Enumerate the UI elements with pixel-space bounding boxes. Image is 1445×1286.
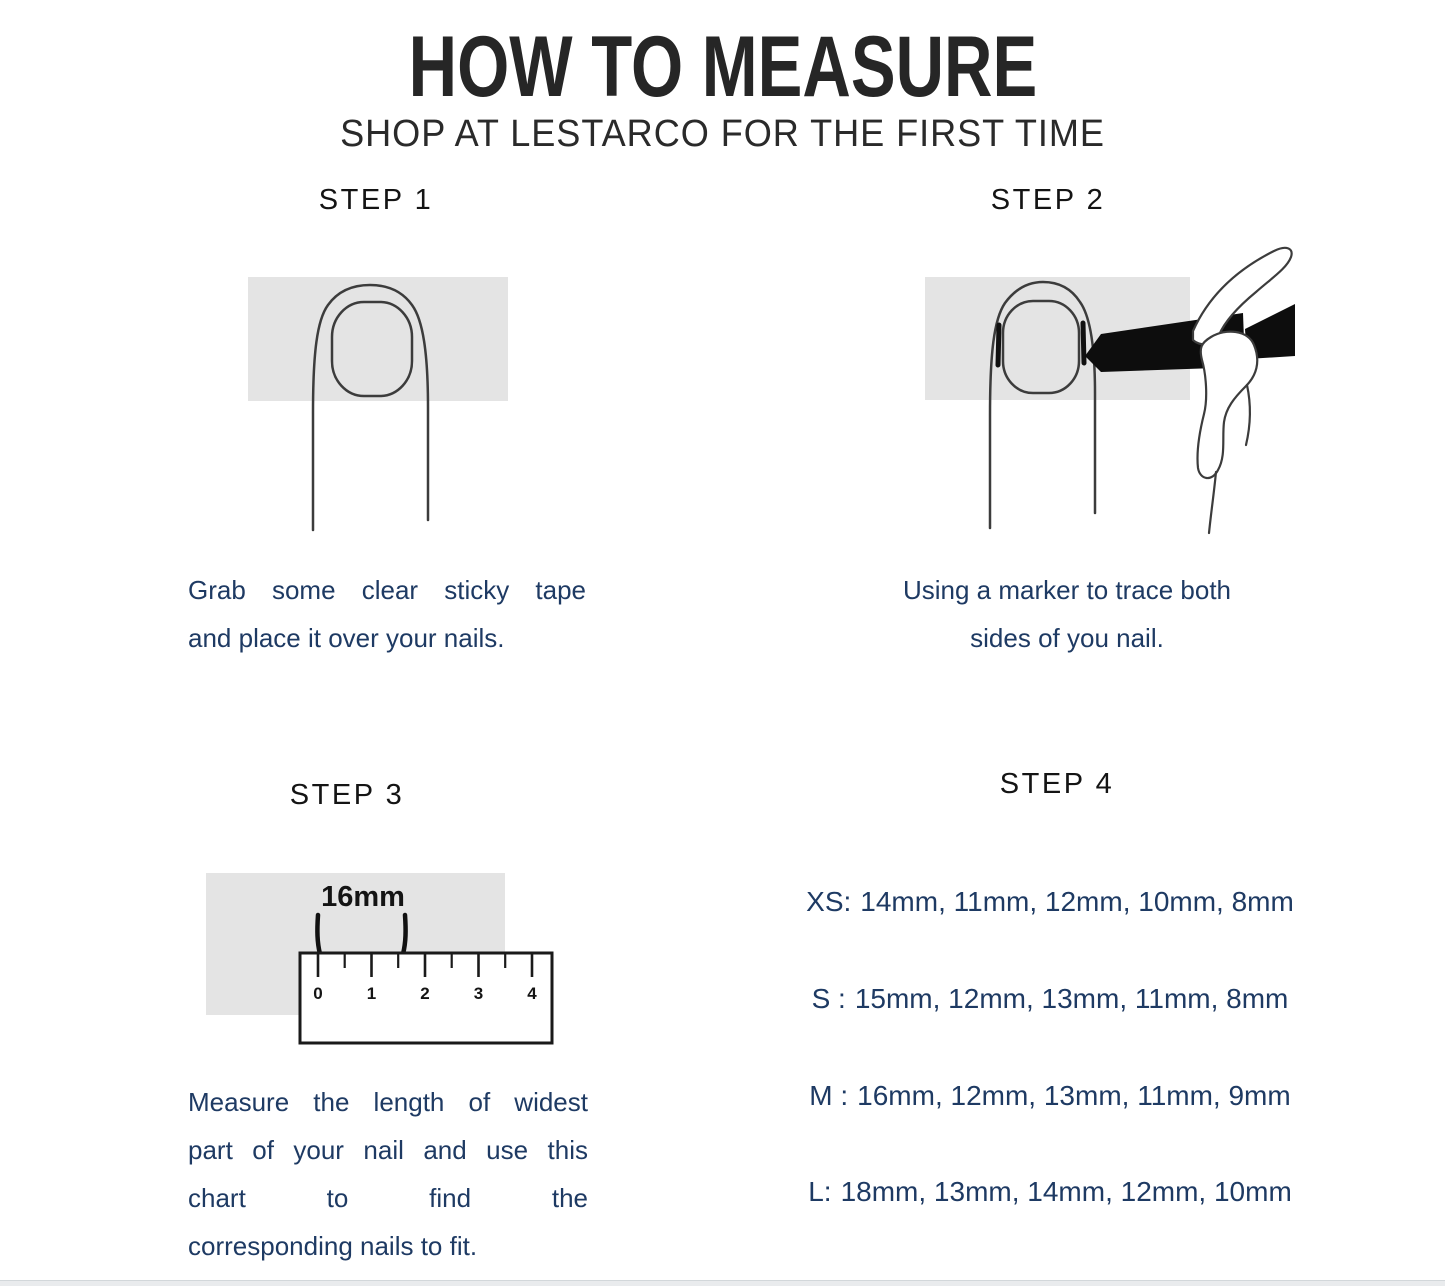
size-label: M :: [809, 1080, 849, 1111]
step2-description: [878, 566, 1256, 662]
page-subtitle: SHOP AT LESTARCO FOR THE FIRST TIME: [340, 113, 1105, 155]
text-line: part of your nail and use this: [188, 1135, 588, 1165]
size-row-xs: [790, 886, 1310, 918]
step1-description: [188, 566, 586, 662]
svg-text:4: 4: [527, 984, 537, 1003]
hand-line: [1246, 385, 1250, 445]
finger-marker-illustration: [895, 225, 1295, 547]
measurement-label: 16mm: [321, 881, 405, 913]
size-values: 18mm, 13mm, 14mm, 12mm, 10mm: [840, 1176, 1292, 1207]
size-row-m: [790, 1080, 1310, 1112]
text-line: Grab some clear sticky tape: [188, 575, 586, 605]
svg-text:2: 2: [420, 984, 430, 1003]
step4-heading: STEP 4: [999, 768, 1115, 800]
size-label: L:: [808, 1176, 832, 1207]
size-values: 16mm, 12mm, 13mm, 11mm, 9mm: [857, 1080, 1291, 1111]
hand-line: [1209, 472, 1216, 533]
thumb-outline: [1197, 332, 1257, 478]
tape-rect: [248, 277, 508, 401]
text-line: and place it over your nails.: [188, 623, 505, 653]
size-row-l: [790, 1176, 1310, 1208]
traced-mark-left: [998, 325, 999, 365]
step3-heading: STEP 3: [289, 779, 405, 811]
size-values: 15mm, 12mm, 13mm, 11mm, 8mm: [854, 983, 1289, 1014]
traced-mark-left: [317, 915, 320, 954]
size-label: S :: [811, 983, 846, 1014]
step2-heading: STEP 2: [990, 184, 1106, 216]
page-title: HOW TO MEASURE: [408, 19, 1037, 115]
size-values: 14mm, 11mm, 12mm, 10mm, 8mm: [860, 886, 1294, 917]
ruler-illustration: [190, 862, 570, 1057]
traced-mark-right: [403, 915, 406, 954]
text-line: corresponding nails to fit.: [188, 1231, 478, 1261]
finger-with-tape-illustration: [230, 258, 530, 548]
step1-heading: STEP 1: [318, 184, 434, 216]
traced-mark-right: [1083, 323, 1084, 363]
step3-description: [188, 1078, 588, 1270]
size-label: XS:: [806, 886, 852, 917]
svg-text:3: 3: [473, 984, 484, 1003]
size-row-s: [790, 983, 1310, 1015]
text-line: Using a marker to trace both: [902, 575, 1232, 605]
svg-text:1: 1: [366, 984, 377, 1003]
text-line: sides of you nail.: [970, 623, 1164, 653]
svg-text:0: 0: [313, 984, 323, 1003]
bottom-divider: [0, 1280, 1445, 1286]
text-line: Measure the length of widest: [188, 1087, 588, 1117]
text-line: chart to find the: [188, 1183, 588, 1213]
